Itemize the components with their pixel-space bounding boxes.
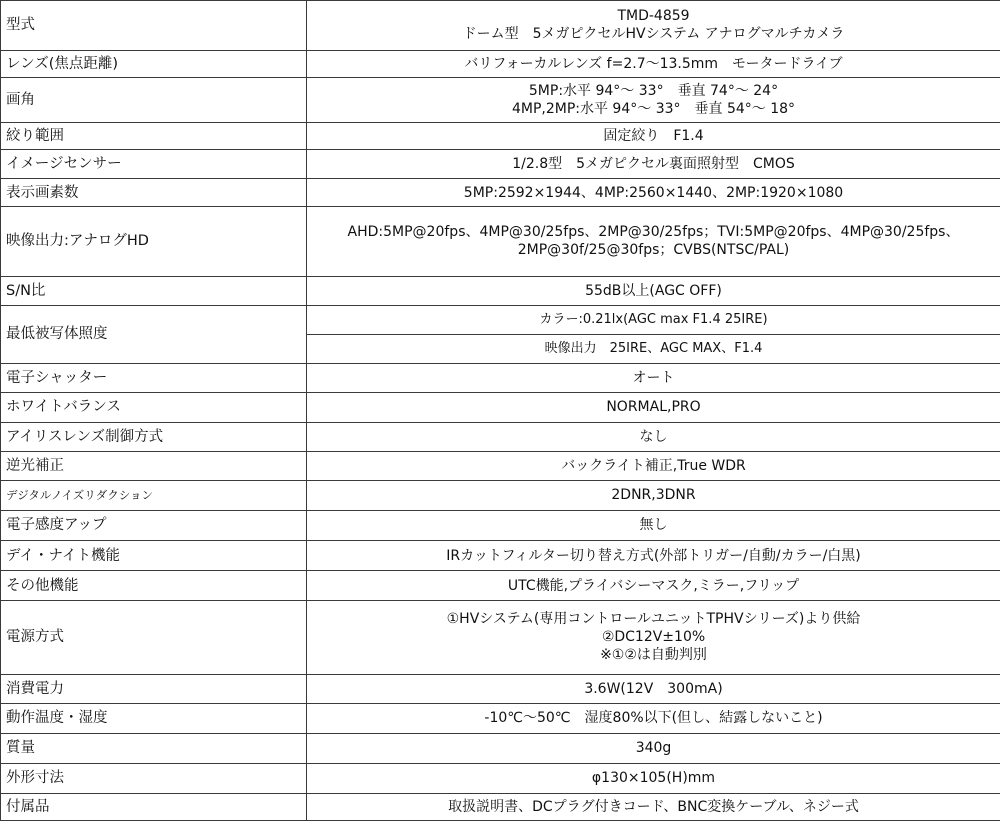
spec-value [307, 207, 1000, 276]
spec-value-line: 5MP:水平 94°～ 33° 垂直 74°～ 24° [528, 83, 779, 99]
spec-row [1, 510, 1000, 540]
spec-row [1, 77, 1000, 123]
spec-row [1, 207, 1000, 276]
spec-value-line: 1/2.8型 5メガピクセル裏面照射型 CMOS [512, 156, 795, 173]
spec-value-line: なし [639, 428, 668, 445]
spec-value-line: UTC機能,プライバシーマスク,ミラー,フリップ [507, 577, 800, 594]
spec-value [307, 179, 1000, 207]
spec-value [307, 763, 1000, 793]
spec-value [307, 305, 1000, 334]
spec-row [1, 150, 1000, 179]
spec-value [307, 50, 1000, 77]
spec-row [1, 422, 1000, 451]
spec-label: 外形寸法 [1, 763, 307, 793]
spec-value-line: ドーム型 5メガピクセルHVシステム アナログマルチカメラ [462, 26, 845, 43]
spec-value-line: 340g [635, 740, 672, 757]
spec-row [1, 392, 1000, 422]
spec-row [1, 601, 1000, 675]
spec-value [307, 541, 1000, 571]
spec-row [1, 276, 1000, 305]
spec-row [1, 50, 1000, 77]
spec-label: ホワイトバランス [1, 392, 307, 422]
spec-row [1, 733, 1000, 763]
spec-value-line: バックライト補正,True WDR [561, 457, 746, 474]
spec-label: デイ・ナイト機能 [1, 541, 307, 571]
spec-value [307, 77, 1000, 123]
spec-row [1, 305, 1000, 334]
spec-value-line: TMD-4859 [617, 8, 690, 25]
spec-value [307, 733, 1000, 763]
spec-value-line: NORMAL,PRO [606, 399, 701, 416]
spec-value-line: 55dB以上(AGC OFF) [585, 282, 722, 299]
spec-value-line: カラー:0.21lx(AGC max F1.4 25IRE) [539, 311, 768, 327]
spec-value [307, 276, 1000, 305]
spec-label: S/N比 [1, 276, 307, 305]
spec-row [1, 179, 1000, 207]
spec-value-line: バリフォーカルレンズ f=2.7～13.5mm モータードライブ [464, 55, 843, 72]
spec-row [1, 793, 1000, 820]
spec-label: その他機能 [1, 571, 307, 601]
spec-label: 電源方式 [1, 601, 307, 675]
spec-value-line: AHD:5MP@20fps、4MP@30/25fps、2MP@30/25fps；TVI:5MP@20fps、4MP@30/25fps、 [347, 224, 960, 241]
spec-label: 動作温度・湿度 [1, 703, 307, 733]
spec-row [1, 571, 1000, 601]
spec-value-line: ①HVシステム(専用コントロールユニットTPHVシリーズ)より供給 [446, 611, 861, 628]
spec-label: イメージセンサー [1, 150, 307, 179]
spec-value [307, 392, 1000, 422]
spec-label: 逆光補正 [1, 451, 307, 480]
spec-value [307, 793, 1000, 820]
spec-value-line: -10℃～50℃ 湿度80%以下(但し、結露しないこと) [484, 710, 823, 727]
spec-value [307, 480, 1000, 510]
spec-value [307, 674, 1000, 703]
spec-label: レンズ(焦点距離) [1, 50, 307, 77]
spec-value-line: 取扱説明書、DCプラグ付きコード、BNC変換ケーブル、ネジー式 [448, 798, 859, 815]
spec-label: 消費電力 [1, 674, 307, 703]
spec-row [1, 123, 1000, 150]
spec-value-line: 4MP,2MP:水平 94°～ 33° 垂直 54°～ 18° [511, 101, 796, 117]
spec-value-line: オート [632, 369, 675, 386]
spec-label: 電子感度アップ [1, 510, 307, 540]
spec-value [307, 123, 1000, 150]
spec-value [307, 334, 1000, 363]
spec-value-line: ※①②は自動判別 [600, 647, 707, 664]
spec-value-line: 映像出力 25IRE、AGC MAX、F1.4 [544, 340, 763, 356]
spec-row [1, 674, 1000, 703]
spec-value-line: 2DNR,3DNR [611, 487, 696, 504]
spec-value-line: IRカットフィルター切り替え方式(外部トリガー/自動/カラー/白黒) [446, 547, 861, 564]
spec-row [1, 451, 1000, 480]
spec-value-line: ②DC12V±10% [601, 629, 706, 646]
spec-row [1, 763, 1000, 793]
spec-value [307, 571, 1000, 601]
spec-label: 電子シャッター [1, 363, 307, 392]
spec-label: 型式 [1, 1, 307, 51]
spec-value [307, 601, 1000, 675]
spec-row [1, 541, 1000, 571]
spec-label: 最低被写体照度 [1, 305, 307, 363]
spec-row [1, 703, 1000, 733]
spec-table-body [1, 1, 1000, 821]
spec-value-line: 2MP@30f/25@30fps；CVBS(NTSC/PAL) [517, 242, 790, 259]
spec-label: 付属品 [1, 793, 307, 820]
spec-label: 表示画素数 [1, 179, 307, 207]
spec-value-line: 3.6W(12V 300mA) [584, 680, 723, 697]
spec-label: 絞り範囲 [1, 123, 307, 150]
spec-label: 映像出力:アナログHD [1, 207, 307, 276]
spec-label: 質量 [1, 733, 307, 763]
spec-value-line: φ130×105(H)mm [591, 770, 716, 787]
spec-value [307, 451, 1000, 480]
spec-row [1, 1, 1000, 51]
spec-value-line: 固定絞り F1.4 [603, 128, 704, 145]
spec-label: 画角 [1, 77, 307, 123]
spec-value [307, 150, 1000, 179]
spec-value [307, 703, 1000, 733]
spec-value [307, 422, 1000, 451]
spec-row [1, 363, 1000, 392]
spec-value [307, 510, 1000, 540]
spec-label: アイリスレンズ制御方式 [1, 422, 307, 451]
spec-label: デジタルノイズリダクション [1, 480, 307, 510]
spec-row [1, 480, 1000, 510]
spec-value-line: 無し [639, 517, 668, 534]
spec-value [307, 363, 1000, 392]
spec-value-line: 5MP:2592×1944、4MP:2560×1440、2MP:1920×1080 [463, 184, 844, 201]
spec-value [307, 1, 1000, 51]
